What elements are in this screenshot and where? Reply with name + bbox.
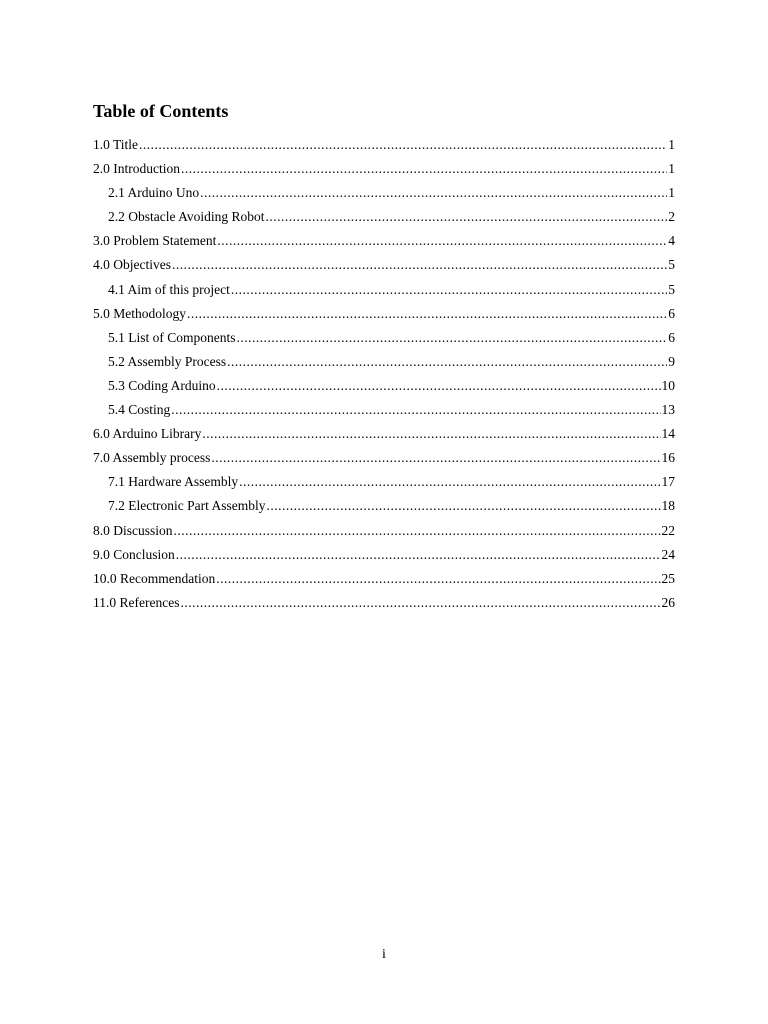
toc-dot-leader xyxy=(217,374,661,398)
toc-entry-page[interactable]: 22 xyxy=(661,522,675,538)
toc-entry-page[interactable]: 26 xyxy=(661,594,675,610)
toc-entry[interactable] xyxy=(93,278,675,302)
toc-entry-page[interactable]: 9 xyxy=(668,353,675,369)
toc-entry[interactable] xyxy=(93,205,675,229)
toc-entry[interactable] xyxy=(93,398,675,422)
toc-dot-leader xyxy=(266,205,668,229)
toc-entry[interactable] xyxy=(93,422,675,446)
toc-dot-leader xyxy=(200,181,667,205)
toc-entry-page[interactable]: 5 xyxy=(668,281,675,297)
toc-dot-leader xyxy=(172,253,667,277)
toc-entry-page[interactable]: 1 xyxy=(668,137,675,152)
toc-dot-leader xyxy=(227,350,667,374)
toc-entry-label[interactable]: 6.0 Arduino Library xyxy=(93,426,202,442)
toc-entry-page[interactable]: 14 xyxy=(661,426,675,442)
toc-entry[interactable] xyxy=(93,302,675,326)
toc-entry[interactable] xyxy=(93,253,675,277)
toc-dot-leader xyxy=(139,133,667,157)
toc-dot-leader xyxy=(180,591,660,615)
toc-entry-label[interactable]: 11.0 References xyxy=(93,594,180,610)
toc-dot-leader xyxy=(231,278,667,302)
toc-dot-leader xyxy=(266,494,660,518)
toc-entry-label[interactable]: 1.0 Title xyxy=(93,137,139,152)
toc-entry-page[interactable]: 13 xyxy=(661,402,675,418)
toc-entry-label[interactable]: 5.4 Costing xyxy=(108,402,171,418)
toc-entry[interactable] xyxy=(93,229,675,253)
toc-entry-page[interactable]: 1 xyxy=(668,161,675,177)
toc-entry-label[interactable]: 4.1 Aim of this project xyxy=(108,281,230,297)
toc-entry-label[interactable]: 7.0 Assembly process xyxy=(93,450,211,466)
toc-dot-leader xyxy=(174,519,661,543)
toc-entry[interactable] xyxy=(93,133,675,157)
toc-entry-label[interactable]: 4.0 Objectives xyxy=(93,257,171,273)
toc-dot-leader xyxy=(181,157,667,181)
toc-entry[interactable] xyxy=(93,157,675,181)
toc-entry-page[interactable]: 1 xyxy=(668,185,675,201)
toc-dot-leader xyxy=(176,543,661,567)
toc-entry[interactable] xyxy=(93,374,675,398)
toc-entry-page[interactable]: 16 xyxy=(661,450,675,466)
toc-entry[interactable] xyxy=(93,519,675,543)
page-number: i xyxy=(382,947,386,962)
toc-dot-leader xyxy=(202,422,660,446)
toc-entry[interactable] xyxy=(93,350,675,374)
toc-list xyxy=(93,133,675,615)
toc-dot-leader xyxy=(216,567,660,591)
toc-entry[interactable] xyxy=(93,567,675,591)
toc-entry-label[interactable]: 3.0 Problem Statement xyxy=(93,233,217,249)
toc-entry-page[interactable]: 10 xyxy=(661,377,675,393)
toc-entry[interactable] xyxy=(93,181,675,205)
toc-entry-label[interactable]: 10.0 Recommendation xyxy=(93,570,216,586)
toc-dot-leader xyxy=(187,302,667,326)
toc-entry-page[interactable]: 2 xyxy=(668,209,675,225)
toc-entry-label[interactable]: 7.1 Hardware Assembly xyxy=(108,474,239,490)
toc-entry-page[interactable]: 5 xyxy=(668,257,675,273)
toc-entry[interactable] xyxy=(93,494,675,518)
toc-dot-leader xyxy=(171,398,660,422)
toc-entry[interactable] xyxy=(93,591,675,615)
toc-dot-leader xyxy=(217,229,667,253)
toc-entry[interactable] xyxy=(93,543,675,567)
toc-entry-label[interactable]: 5.2 Assembly Process xyxy=(108,353,227,369)
toc-entry-label[interactable]: 5.1 List of Components xyxy=(108,329,236,345)
toc-entry-page[interactable]: 24 xyxy=(661,546,675,562)
toc-entry-label[interactable]: 2.0 Introduction xyxy=(93,161,180,177)
toc-entry-page[interactable]: 6 xyxy=(668,305,675,321)
toc-dot-leader xyxy=(237,326,668,350)
toc-entry-page[interactable]: 6 xyxy=(668,329,675,345)
toc-entry-label[interactable]: 9.0 Conclusion xyxy=(93,546,175,562)
toc-entry-label[interactable]: 2.1 Arduino Uno xyxy=(108,185,200,201)
toc-entry-page[interactable]: 25 xyxy=(661,570,675,586)
toc-dot-leader xyxy=(239,470,660,494)
toc-entry-label[interactable]: 8.0 Discussion xyxy=(93,522,173,538)
toc-entry-page[interactable]: 18 xyxy=(661,498,675,514)
toc-entry-label[interactable]: 2.2 Obstacle Avoiding Robot xyxy=(108,209,265,225)
toc-entry[interactable] xyxy=(93,446,675,470)
toc-entry-label[interactable]: 5.0 Methodology xyxy=(93,305,186,321)
toc-entry-page[interactable]: 17 xyxy=(661,474,675,490)
toc-entry-label[interactable]: 5.3 Coding Arduino xyxy=(108,377,216,393)
toc-entry-label[interactable]: 7.2 Electronic Part Assembly xyxy=(108,498,266,514)
toc-entry-page[interactable]: 4 xyxy=(668,233,675,249)
toc-entry[interactable] xyxy=(93,326,675,350)
toc-dot-leader xyxy=(211,446,660,470)
toc-entry[interactable] xyxy=(93,470,675,494)
toc-title: Table of Contents xyxy=(93,101,229,121)
